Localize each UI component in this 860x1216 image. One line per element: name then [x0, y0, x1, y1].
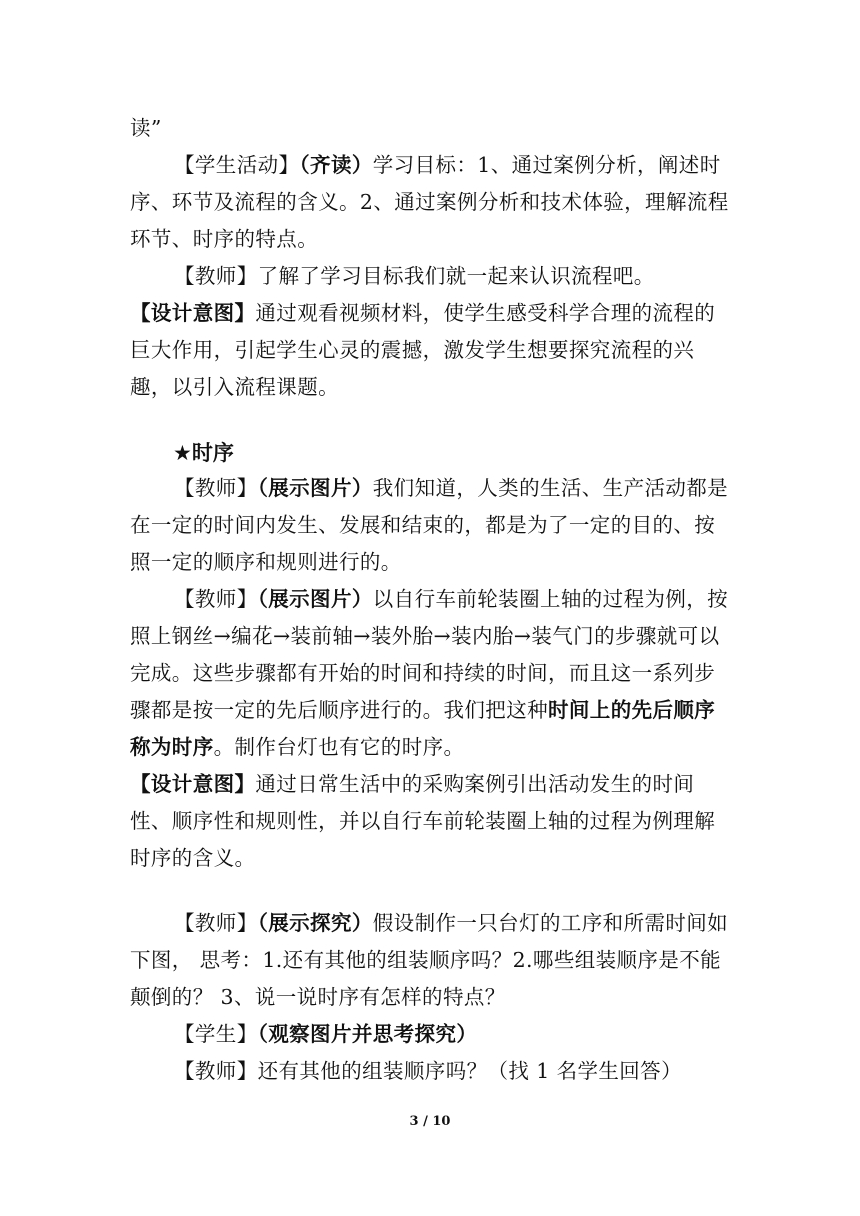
paragraph-text: 假设制作一只台灯的工序和所需时间如下图， 思考：1.还有其他的组装顺序吗？2.哪些组装顺序是不能颠倒的？ 3、说一说时序有怎样的特点？	[130, 911, 729, 1009]
paragraph-teacher-1	[130, 258, 732, 295]
activity-tag: （展示图片）	[257, 476, 373, 500]
paragraph-text: 。制作台灯也有它的时序。	[213, 735, 465, 759]
role-tag: 【学生】	[174, 1022, 258, 1046]
paragraph-teacher-3	[130, 581, 732, 766]
paragraph-teacher-2	[130, 470, 732, 581]
role-tag: 【教师】	[174, 476, 258, 500]
design-intent-tag: 【设计意图】	[130, 772, 256, 796]
activity-tag: （观察图片并思考探究）	[257, 1022, 478, 1046]
paragraph-teacher-4	[130, 905, 732, 1016]
role-tag: 【教师】	[174, 1059, 258, 1083]
paragraph-design-intent-2	[130, 766, 732, 877]
paragraph-student-activity	[130, 147, 732, 258]
bold-definition: 时间上的先后顺序称为时序	[130, 698, 716, 759]
paragraph-text: 读”	[130, 116, 162, 140]
paragraph-text: 通过日常生活中的采购案例引出活动发生的时间性、顺序性和规则性，并以自行车前轮装圈上轴的过程为例理解时序的含义。	[130, 772, 716, 870]
design-intent-tag: 【设计意图】	[130, 301, 256, 325]
paragraph-continuation	[130, 110, 732, 147]
paragraph-student	[130, 1016, 732, 1053]
activity-tag: （齐读）	[299, 153, 373, 177]
role-tag: 【教师】	[174, 264, 258, 288]
paragraph-text: 还有其他的组装顺序吗？（找 1 名学生回答）	[257, 1059, 682, 1083]
role-tag: 【教师】	[174, 911, 258, 935]
paragraph-text: 通过观看视频材料，使学生感受科学合理的流程的巨大作用，引起学生心灵的震撼，激发学生想要探究流程的兴趣，以引入流程课题。	[130, 301, 716, 399]
paragraph-text: 以自行车前轮装圈上轴的过程为例，按照上钢丝→编花→装前轴→装外胎→装内胎→装气门的步骤就可以完成。这些步骤都有开始的时间和持续的时间，而且这一系列步骤都是按一定的先后顺序进行的。我们把这种	[130, 587, 729, 722]
role-tag: 【学生活动】	[174, 153, 300, 177]
paragraph-text: 了解了学习目标我们就一起来认识流程吧。	[257, 264, 655, 288]
paragraph-text: 我们知道，人类的生活、生产活动都是在一定的时间内发生、发展和结束的，都是为了一定的目的、按照一定的顺序和规则进行的。	[130, 476, 729, 574]
section-heading: ★时序	[173, 441, 234, 465]
role-tag: 【教师】	[174, 587, 258, 611]
page-number: 3 / 10	[409, 1114, 451, 1129]
activity-tag: （展示探究）	[257, 911, 373, 935]
paragraph-design-intent-1	[130, 295, 732, 406]
activity-tag: （展示图片）	[257, 587, 373, 611]
paragraph-text: 学习目标：1、通过案例分析，阐述时序、环节及流程的含义。2、通过案例分析和技术体验，理解流程环节、时序的特点。	[130, 153, 729, 251]
paragraph-teacher-5	[130, 1053, 732, 1090]
